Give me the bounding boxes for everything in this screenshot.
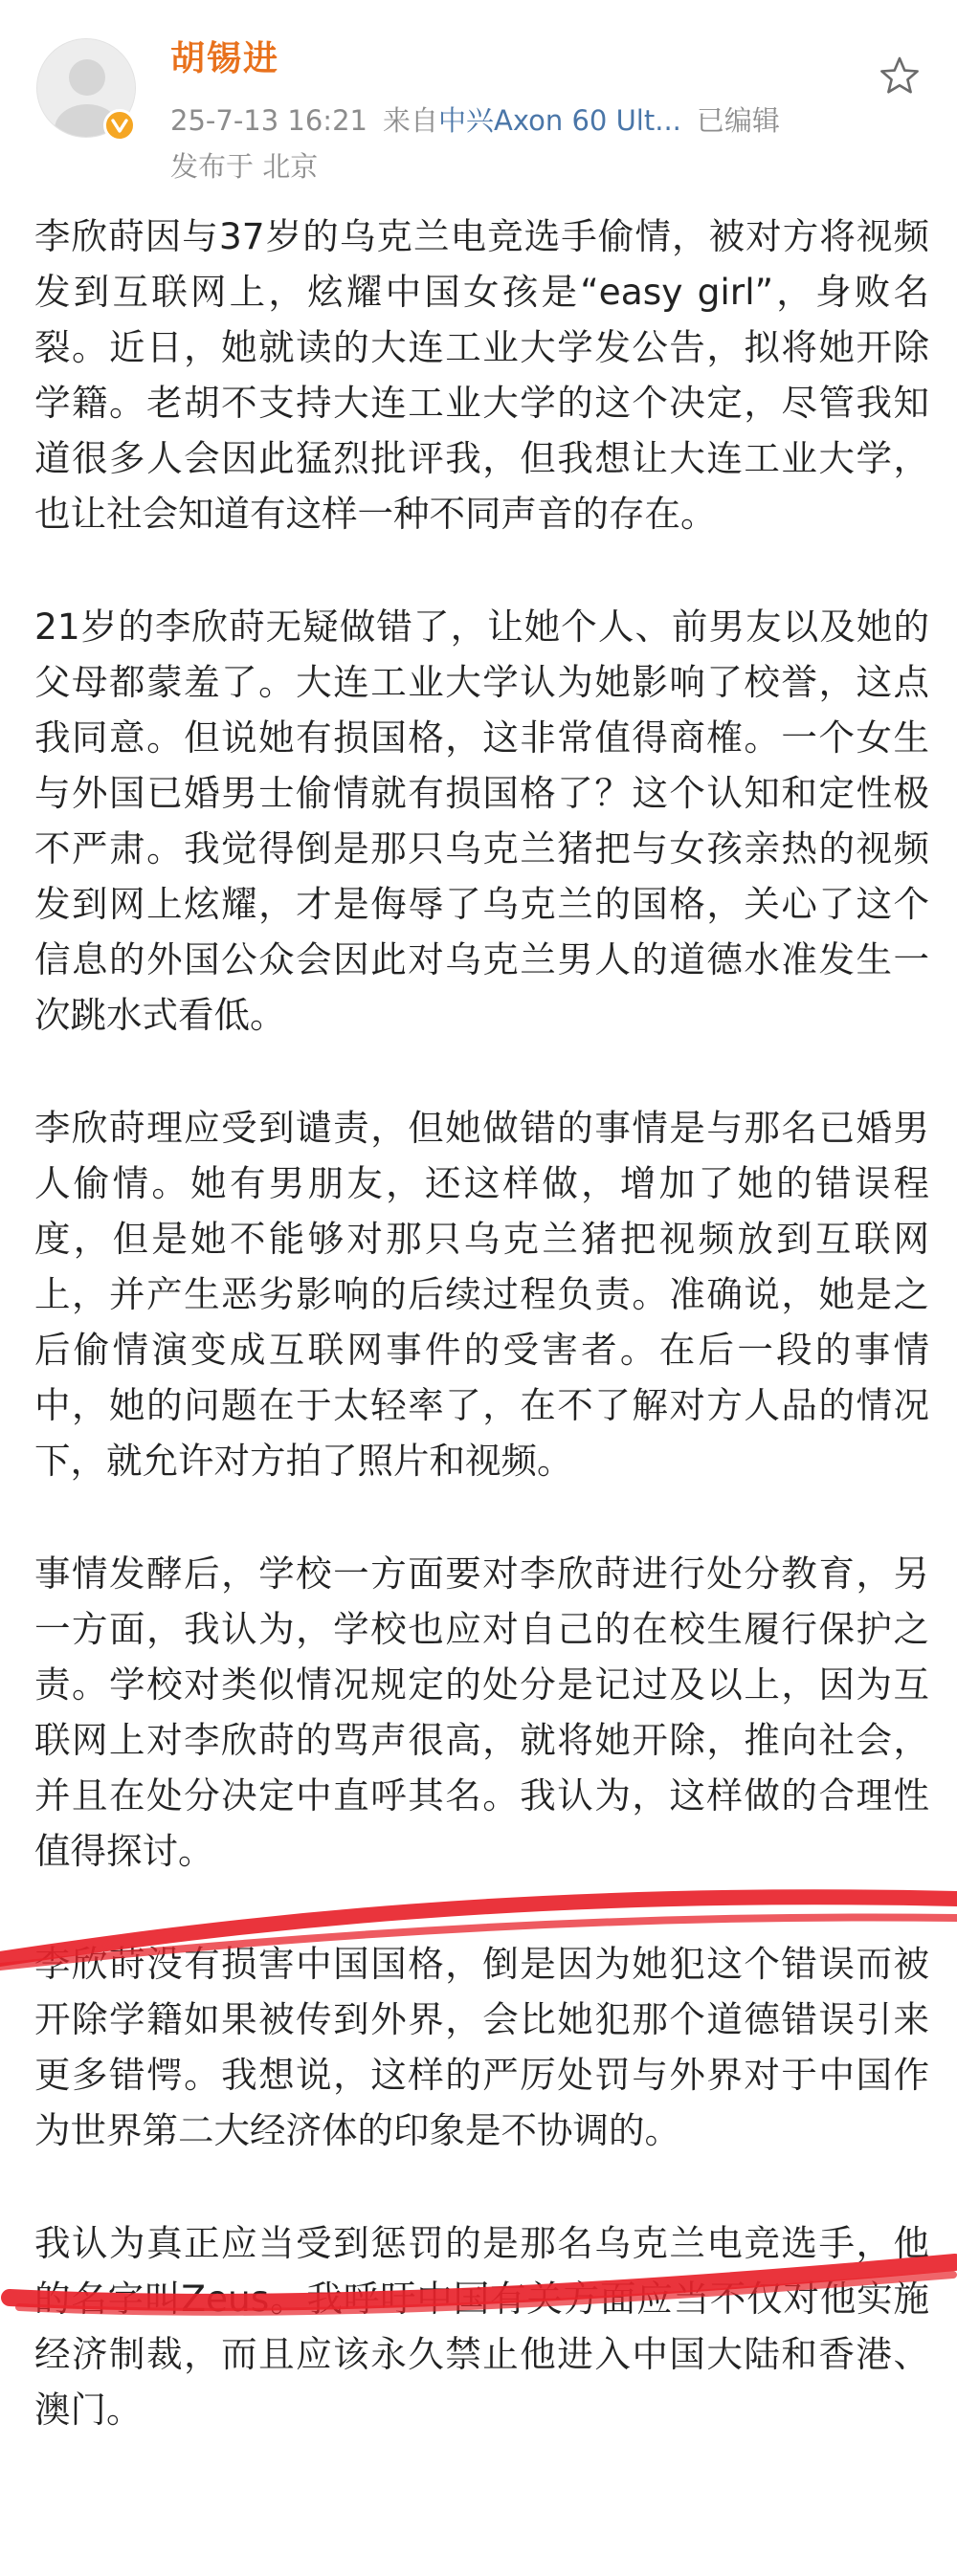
- post-paragraph: 事情发酵后，学校一方面要对李欣莳进行处分教育，另一方面，我认为，学校也应对自己的在校生履行保护之责。学校对类似情况规定的处分是记过及以上，因为互联网上对李欣莳的骂声很高，就将她开除，推向社会，并且在处分决定中直呼其名。我认为，这样做的合理性值得探讨。: [34, 1552, 929, 1872]
- favorite-button[interactable]: [877, 54, 923, 99]
- post-paragraph: 李欣莳因与37岁的乌克兰电竞选手偷情，被对方将视频发到互联网上，炫耀中国女孩是“easy girl”，身败名裂。近日，她就读的大连工业大学发公告，拟将她开除学籍。老胡不支持大连工业大学的这个决定，尽管我知道很多人会因此猛烈批评我，但我想让大连工业大学，也让社会知道有这样一种不同声音的存在。: [34, 215, 929, 535]
- post-header: [0, 0, 957, 191]
- source-prefix: 来自: [382, 104, 438, 137]
- verified-v-icon: [106, 112, 133, 139]
- post-body: [34, 209, 929, 2495]
- post-paragraph: 我认为真正应当受到惩罚的是那名乌克兰电竞选手，他的名字叫Zeus。我呼吁中国有关方面应当不仅对他实施经济制裁，而且应该永久禁止他进入中国大陆和香港、澳门。: [34, 2222, 929, 2431]
- verified-badge: [103, 109, 136, 142]
- post-location: 发布于 北京: [170, 150, 319, 183]
- edited-label[interactable]: 已编辑: [696, 104, 780, 137]
- post-paragraph: 李欣莳没有损害中国国格，倒是因为她犯这个错误而被开除学籍如果被传到外界，会比她犯那个道德错误引来更多错愕。我想说，这样的严厉处罚与外界对于中国作为世界第二大经济体的印象是不协调的。: [34, 1943, 929, 2151]
- star-outline-icon: [877, 54, 923, 99]
- post-paragraph: 21岁的李欣莳无疑做错了，让她个人、前男友以及她的父母都蒙羞了。大连工业大学认为她影响了校誉，这点我同意。但说她有损国格，这非常值得商榷。一个女生与外国已婚男士偷情就有损国格了？这个认知和定性极不严肃。我觉得倒是那只乌克兰猪把与女孩亲热的视频发到网上炫耀，才是侮辱了乌克兰的国格，关心了这个信息的外国公众会因此对乌克兰男人的道德水准发生一次跳水式看低。: [34, 605, 929, 1036]
- device-link[interactable]: 中兴Axon 60 Ult...: [438, 104, 681, 137]
- post-meta: [170, 104, 780, 137]
- author-name[interactable]: 胡锡进: [170, 39, 280, 78]
- post-timestamp: 25-7-13 16:21: [170, 104, 367, 137]
- post-paragraph: 李欣莳理应受到谴责，但她做错的事情是与那名已婚男人偷情。她有男朋友，还这样做，增加了她的错误程度，但是她不能够对那只乌克兰猪把视频放到互联网上，并产生恶劣影响的后续过程负责。准确说，她是之后偷情演变成互联网事件的受害者。在后一段的事情中，她的问题在于太轻率了，在不了解对方人品的情况下，就允许对方拍了照片和视频。: [34, 1107, 929, 1482]
